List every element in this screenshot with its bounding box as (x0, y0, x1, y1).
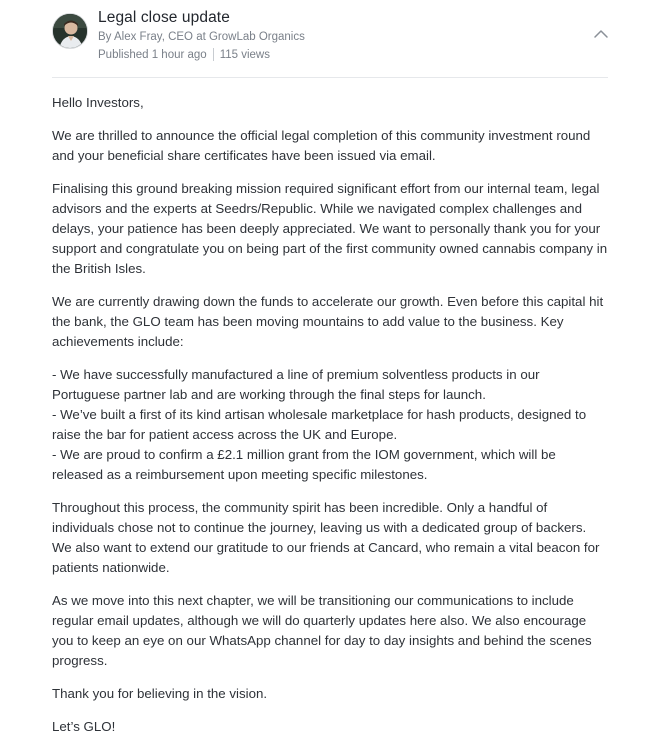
paragraph-community: Throughout this process, the community spirit has been incredible. Only a handful of individuals chose not to continue the journey, leaving us with a dedicated group of backers. We also want to extend our gratitude to our friends at Cancard, who remain a vital beacon for patients nationwide. (52, 500, 600, 575)
signoff: Let’s GLO! (52, 719, 116, 734)
list-item: - We are proud to confirm a £2.1 million grant from the IOM government, which will be released as a reimbursement upon meeting specific milestones. (52, 447, 556, 482)
post-body (52, 78, 608, 737)
chevron-up-icon (592, 27, 610, 41)
paragraph-growth: We are currently drawing down the funds to accelerate our growth. Even before this capital hit the bank, the GLO team has been moving mountains to add value to the business. Key achievements include: (52, 294, 604, 349)
meta-divider (213, 48, 214, 61)
achievements-list (52, 365, 608, 485)
view-count: 115 views (219, 48, 270, 61)
paragraph-thanks: Finalising this ground breaking mission required significant effort from our internal team, legal advisors and the experts at Seedrs/Republic. While we navigated complex challenges and delays, your patience has been deeply appreciated. We want to personally thank you for your support and congratulate you on being part of the first community owned cannabis company in the British Isles. (52, 181, 608, 276)
paragraph-believe: Thank you for believing in the vision. (52, 686, 268, 701)
greeting: Hello Investors, (52, 95, 144, 110)
paragraph-communications: As we move into this next chapter, we will be transitioning our communications to include regular email updates, although we will do quarterly updates here also. We also encourage you to keep an eye on our WhatsApp channel for day to day insights and behind the scenes progress. (52, 593, 592, 668)
paragraph-announcement: We are thrilled to announce the official legal completion of this community investment round and your beneficial share certificates have been issued via email. (52, 128, 591, 163)
post-header (52, 0, 608, 78)
avatar (52, 13, 88, 49)
post-meta (98, 48, 270, 61)
post-byline: By Alex Fray, CEO at GrowLab Organics (98, 31, 305, 43)
list-item: - We have successfully manufactured a line of premium solventless products in our Portuguese partner lab and are working through the final steps for launch. (52, 367, 540, 402)
published-time: Published 1 hour ago (98, 48, 207, 61)
person-avatar-icon (53, 14, 88, 49)
collapse-button[interactable] (592, 27, 610, 41)
post-title: Legal close update (98, 9, 230, 26)
list-item: - We’ve built a first of its kind artisan wholesale marketplace for hash products, designed to raise the bar for patient access across the UK and Europe. (52, 407, 587, 442)
